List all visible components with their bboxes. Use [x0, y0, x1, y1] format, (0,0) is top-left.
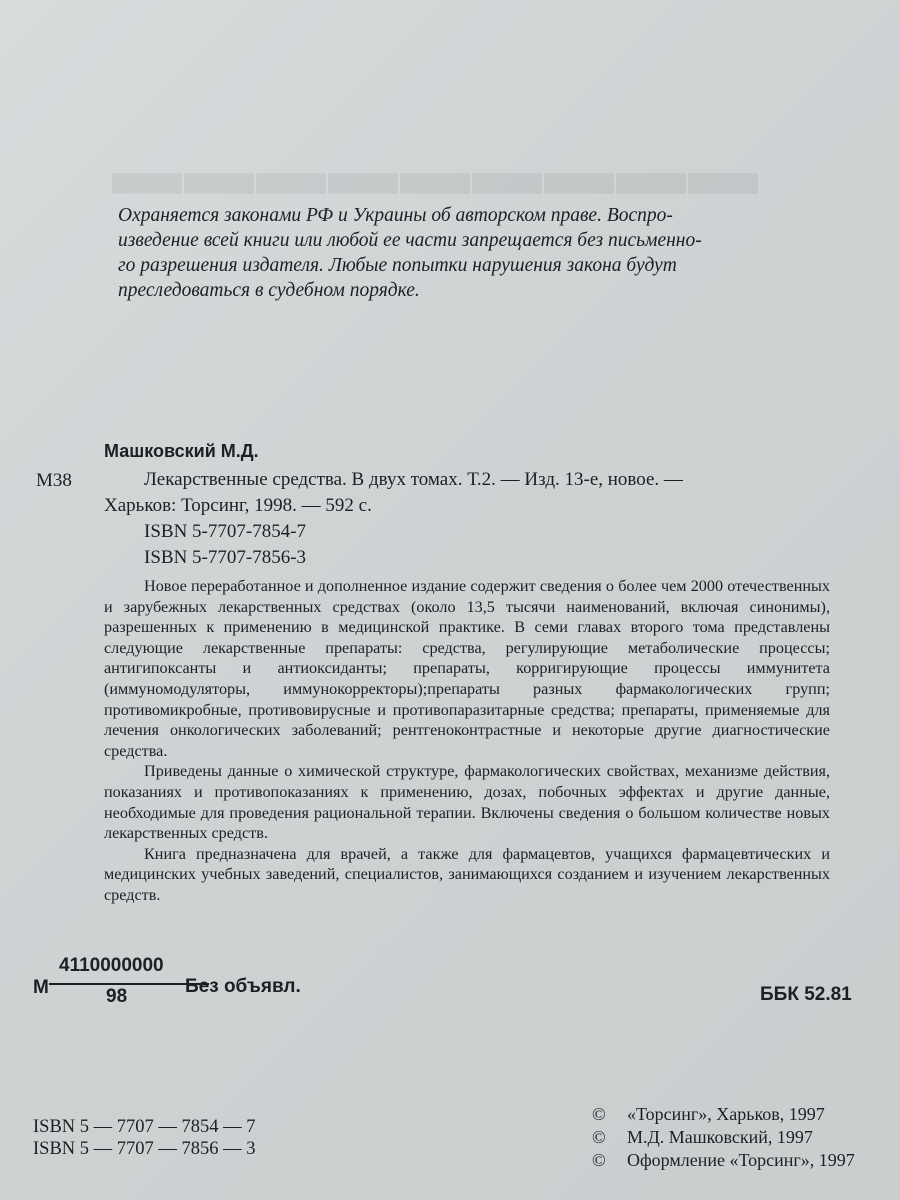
- isbn-volume: ISBN 5-7707-7854-7: [144, 521, 307, 542]
- copyright-holder: «Торсинг», Харьков, 1997: [627, 1104, 825, 1124]
- abstract-paragraph: Книга предназначена для врачей, а также для фармацевтов, учащихся фармацевтических и медицинских учебных заведений, специалистов, занимающихся созданием и изучением лекарственных средств.: [104, 844, 830, 904]
- copyright-symbol: ©: [592, 1150, 606, 1170]
- copyright-row: [592, 1149, 855, 1172]
- isbn-block: [33, 1116, 256, 1160]
- copyright-symbol: ©: [592, 1104, 606, 1124]
- copyright-holder: Оформление «Торсинг», 1997: [627, 1150, 855, 1170]
- copyright-line: изведение всей книги или любой ее части запрещается без письменно-: [118, 230, 702, 251]
- copyright-line: го разрешения издателя. Любые попытки нарушения закона будут: [118, 255, 677, 276]
- bibliographic-entry: [104, 467, 830, 571]
- catalog-code: М38: [36, 470, 72, 491]
- isbn-line: ISBN 5 — 7707 — 7856 — 3: [33, 1139, 256, 1159]
- bibliographic-title-line: Лекарственные средства. В двух томах. Т.2. — Изд. 13-е, новое. —: [144, 469, 683, 490]
- price-code-letter: М: [33, 977, 49, 998]
- copyright-line: Охраняется законами РФ и Украины об авторском праве. Воспро-: [118, 205, 673, 226]
- copyright-notice: [118, 203, 830, 303]
- price-code-note: Без объявл.: [185, 976, 301, 997]
- copyright-row: [592, 1103, 855, 1126]
- bibliographic-publisher-line: Харьков: Торсинг, 1998. — 592 с.: [104, 495, 372, 516]
- abstract-paragraph: Приведены данные о химической структуре, фармакологических свойствах, механизме действия, показаниях и противопоказаниях к применению, дозах, побочных эффектах и другие данные, необходимые для проведения рациональной терапии. Включены сведения о большом количестве новых лекарственных средств.: [104, 762, 830, 843]
- author-heading: Машковский М.Д.: [104, 441, 259, 461]
- abstract: [104, 576, 830, 906]
- copyright-row: [592, 1126, 855, 1149]
- price-code-denominator: 98: [106, 986, 128, 1007]
- bleed-through-decoration: ▬▬▬▬▬▬▬▬▬: [110, 131, 758, 209]
- isbn-set: ISBN 5-7707-7856-3: [144, 547, 307, 568]
- copyright-holder: М.Д. Машковский, 1997: [627, 1127, 813, 1147]
- bbk-code: ББК 52.81: [760, 984, 852, 1005]
- isbn-line: ISBN 5 — 7707 — 7854 — 7: [33, 1117, 256, 1137]
- copyright-line: преследоваться в судебном порядке.: [118, 280, 420, 301]
- price-code-numerator: 4110000000: [59, 955, 164, 976]
- abstract-paragraph: Новое переработанное и дополненное издание содержит сведения о более чем 2000 отечественных и зарубежных лекарственных средствах (около 13,5 тысячи наименований, включая синонимы), разрешенных к применению в медицинской практике. В семи главах второго тома представлены следующие лекарственные препараты: средства, регулирующие метаболические процессы; антигипоксанты и антиоксиданты; препараты, корригирующие процессы иммунитета (иммуномодуляторы, иммунокорректоры);препараты разных фармакологических групп; противомикробные, противовирусные и противопаразитарные средства; препараты, применяемые для лечения онкологических заболеваний; рентгеноконтрастные и некоторые другие диагностические средства.: [104, 577, 830, 760]
- copyright-symbol: ©: [592, 1127, 606, 1147]
- copyright-holders: [592, 1103, 855, 1172]
